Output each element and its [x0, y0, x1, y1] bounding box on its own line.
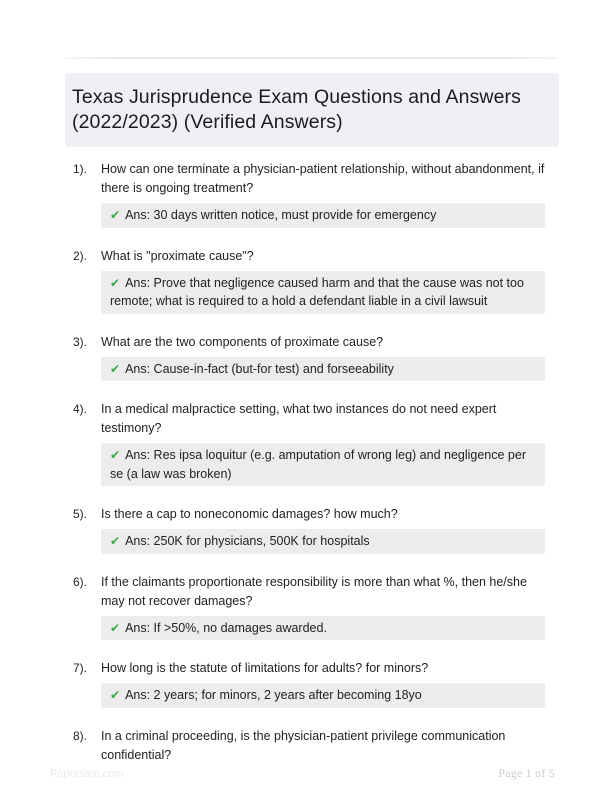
page-top-divider — [65, 57, 557, 59]
question-body — [101, 659, 545, 708]
question-number: 6). — [73, 574, 88, 589]
answer-text: Ans: Cause-in-fact (but-for test) and forseeability — [125, 361, 394, 376]
question-number: 5). — [73, 507, 88, 521]
question-text: How can one terminate a physician-patient relationship, without abandonment, if there is ongoing treatment? — [101, 162, 545, 195]
question-item — [73, 400, 545, 486]
answer-text: Ans: 250K for physicians, 500K for hospitals — [125, 534, 370, 548]
question-body — [101, 160, 545, 228]
watermark: Paperstoc.com — [50, 768, 124, 780]
page-indicator: Page 1 of 5 — [498, 768, 555, 780]
check-icon: ✔ — [110, 208, 121, 222]
document-title: Texas Jurisprudence Exam Questions and Answers (2022/2023) (Verified Answers) — [65, 73, 559, 147]
question-list — [73, 160, 545, 789]
answer-box — [101, 271, 545, 314]
question-number: 1). — [73, 162, 88, 176]
question-number: 4). — [73, 402, 88, 416]
answer-box — [101, 443, 545, 486]
question-text: What is "proximate cause"? — [101, 248, 254, 263]
question-text: In a criminal proceeding, is the physician-patient privilege communication confidential? — [101, 728, 506, 762]
answer-text: Ans: 30 days written notice, must provide for emergency — [125, 208, 437, 222]
answer-box — [101, 357, 545, 382]
question-body — [101, 573, 545, 641]
check-icon: ✔ — [110, 448, 121, 462]
check-icon: ✔ — [110, 688, 121, 702]
question-item — [73, 727, 545, 770]
answer-text: Ans: If >50%, no damages awarded. — [125, 620, 327, 635]
question-body — [101, 505, 545, 554]
question-body — [101, 247, 545, 314]
question-text: Is there a cap to noneconomic damages? how much? — [101, 507, 398, 521]
answer-text: Ans: Res ipsa loquitur (e.g. amputation of wrong leg) and negligence per se (a law was broken) — [110, 448, 526, 481]
answer-box — [101, 683, 545, 708]
question-item — [73, 333, 545, 382]
answer-text: Ans: Prove that negligence caused harm and that the cause was not too remote; what is required to a hold a defendant liable in a civil lawsuit — [110, 275, 524, 308]
answer-text: Ans: 2 years; for minors, 2 years after becoming 18yo — [125, 688, 422, 702]
question-number: 8). — [73, 728, 88, 743]
question-text: In a medical malpractice setting, what two instances do not need expert testimony? — [101, 402, 497, 435]
question-item — [73, 505, 545, 554]
question-item — [73, 247, 545, 314]
answer-box — [101, 203, 545, 228]
question-text: How long is the statute of limitations for adults? for minors? — [101, 661, 429, 675]
question-text: If the claimants proportionate responsibility is more than what %, then he/she may not recover damages? — [101, 574, 527, 608]
answer-box — [101, 529, 545, 554]
check-icon: ✔ — [110, 361, 121, 376]
question-number: 7). — [73, 661, 88, 675]
answer-box — [101, 616, 545, 641]
check-icon: ✔ — [110, 534, 121, 548]
question-item — [73, 573, 545, 641]
check-icon: ✔ — [110, 275, 121, 290]
question-item — [73, 160, 545, 228]
question-text: What are the two components of proximate cause? — [101, 334, 384, 349]
page-footer — [50, 768, 555, 780]
question-body — [101, 333, 545, 382]
question-number: 3). — [73, 334, 88, 349]
question-body — [101, 400, 545, 486]
question-body — [101, 727, 545, 770]
question-number: 2). — [73, 248, 88, 263]
check-icon: ✔ — [110, 620, 121, 635]
question-item — [73, 659, 545, 708]
